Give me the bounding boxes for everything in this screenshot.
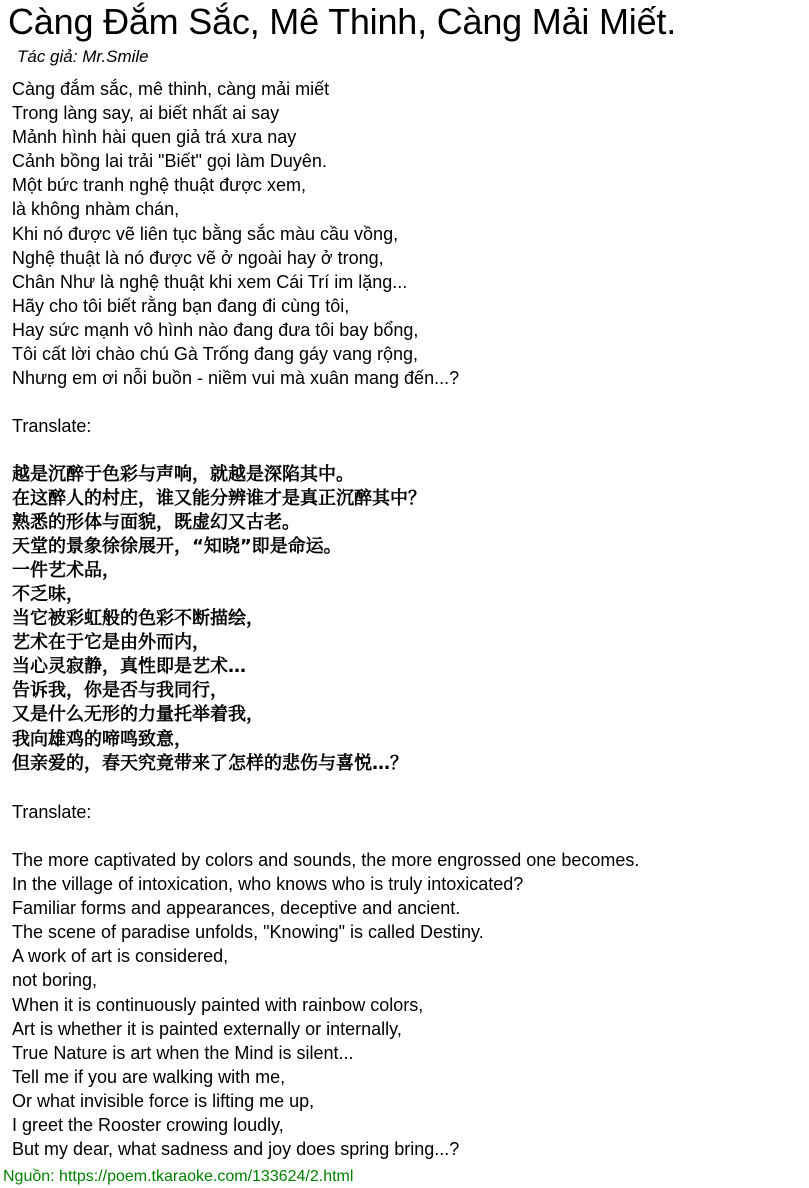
poem-line-vi: là không nhàm chán, bbox=[12, 199, 180, 220]
poem-line-en: In the village of intoxication, who knows who is truly intoxicated? bbox=[12, 874, 524, 895]
poem-line-vi: Nghệ thuật là nó được vẽ ở ngoài hay ở trong, bbox=[12, 247, 384, 268]
poem-line-en: Tell me if you are walking with me, bbox=[12, 1066, 286, 1087]
poem-line-vi: Trong làng say, ai biết nhất ai say bbox=[12, 103, 280, 124]
poem-line-vi: Càng đắm sắc, mê thinh, càng mải miết bbox=[12, 79, 330, 99]
poem-line-zh: 当它被彩虹般的色彩不断描绘， bbox=[12, 608, 264, 630]
poem-line-vi: Một bức tranh nghệ thuật được xem, bbox=[12, 175, 307, 196]
poem-body bbox=[12, 77, 639, 1161]
translate-label: Translate: bbox=[12, 801, 92, 822]
stanza-gap bbox=[12, 776, 639, 800]
poem-line-en: Familiar forms and appearances, deceptive and ancient. bbox=[12, 898, 461, 919]
poem-line-en: The scene of paradise unfolds, "Knowing" is called Destiny. bbox=[12, 922, 484, 943]
poem-line-vi: Hay sức mạnh vô hình nào đang đưa tôi bay bổng, bbox=[12, 319, 419, 340]
stanza-gap bbox=[12, 824, 639, 848]
poem-line-en: A work of art is considered, bbox=[12, 946, 229, 967]
vietnamese-stanza bbox=[12, 77, 639, 390]
poem-line-vi: Chân Như là nghệ thuật khi xem Cái Trí im lặng... bbox=[12, 271, 408, 292]
poem-line-zh: 又是什么无形的力量托举着我， bbox=[12, 704, 264, 726]
poem-line-zh: 熟悉的形体与面貌，既虚幻又古老。 bbox=[12, 511, 300, 533]
poem-line-zh: 在这醉人的村庄，谁又能分辨谁才是真正沉醉其中？ bbox=[12, 487, 426, 509]
poem-line-vi: Hãy cho tôi biết rằng bạn đang đi cùng tôi, bbox=[12, 295, 350, 316]
poem-line-zh: 越是沉醉于色彩与声响，就越是深陷其中。 bbox=[12, 463, 354, 485]
poem-line-zh: 当心灵寂静，真性即是艺术… bbox=[12, 656, 246, 678]
stanza-gap bbox=[12, 438, 639, 462]
poem-line-en: I greet the Rooster crowing loudly, bbox=[12, 1115, 284, 1136]
poem-line-zh: 一件艺术品， bbox=[12, 559, 120, 581]
translate-label: Translate: bbox=[12, 416, 92, 437]
poem-line-vi: Nhưng em ơi nỗi buồn - niềm vui mà xuân mang đến...? bbox=[12, 368, 460, 389]
poem-line-zh: 告诉我，你是否与我同行， bbox=[12, 680, 228, 702]
stanza-gap bbox=[12, 390, 639, 414]
poem-line-zh: 艺术在于它是由外而内， bbox=[12, 632, 210, 654]
poem-line-zh: 不乏味， bbox=[12, 583, 84, 605]
poem-line-zh: 我向雄鸡的啼鸣致意， bbox=[12, 728, 192, 750]
poem-line-vi: Mảnh hình hài quen giả trá xưa nay bbox=[12, 127, 297, 148]
source-link[interactable]: Nguồn: https://poem.tkaraoke.com/133624/2.html bbox=[3, 1168, 354, 1185]
poem-line-en: The more captivated by colors and sounds, the more engrossed one becomes. bbox=[12, 850, 640, 870]
chinese-stanza bbox=[12, 463, 639, 776]
poem-title: Càng Đắm Sắc, Mê Thinh, Càng Mải Miết. bbox=[8, 1, 677, 42]
poem-line-zh: 天堂的景象徐徐展开，“知晓”即是命运。 bbox=[12, 535, 342, 557]
poem-line-vi: Khi nó được vẽ liên tục bằng sắc màu cầu vồng, bbox=[12, 223, 399, 244]
author-line: Tác giả: Mr.Smile bbox=[17, 47, 149, 66]
poem-line-zh: 但亲爱的，春天究竟带来了怎样的悲伤与喜悦…？ bbox=[12, 752, 408, 774]
poem-line-en: When it is continuously painted with rainbow colors, bbox=[12, 994, 424, 1015]
poem-line-vi: Tôi cất lời chào chú Gà Trống đang gáy vang rộng, bbox=[12, 344, 419, 365]
poem-line-en: True Nature is art when the Mind is silent... bbox=[12, 1042, 354, 1063]
poem-line-en: Or what invisible force is lifting me up, bbox=[12, 1090, 315, 1111]
poem-line-en: not boring, bbox=[12, 970, 98, 991]
english-stanza bbox=[12, 848, 639, 1161]
poem-line-vi: Cảnh bồng lai trải "Biết" gọi làm Duyên. bbox=[12, 151, 327, 172]
poem-line-en: Art is whether it is painted externally or internally, bbox=[12, 1018, 402, 1039]
poem-line-en: But my dear, what sadness and joy does spring bring...? bbox=[12, 1139, 460, 1160]
